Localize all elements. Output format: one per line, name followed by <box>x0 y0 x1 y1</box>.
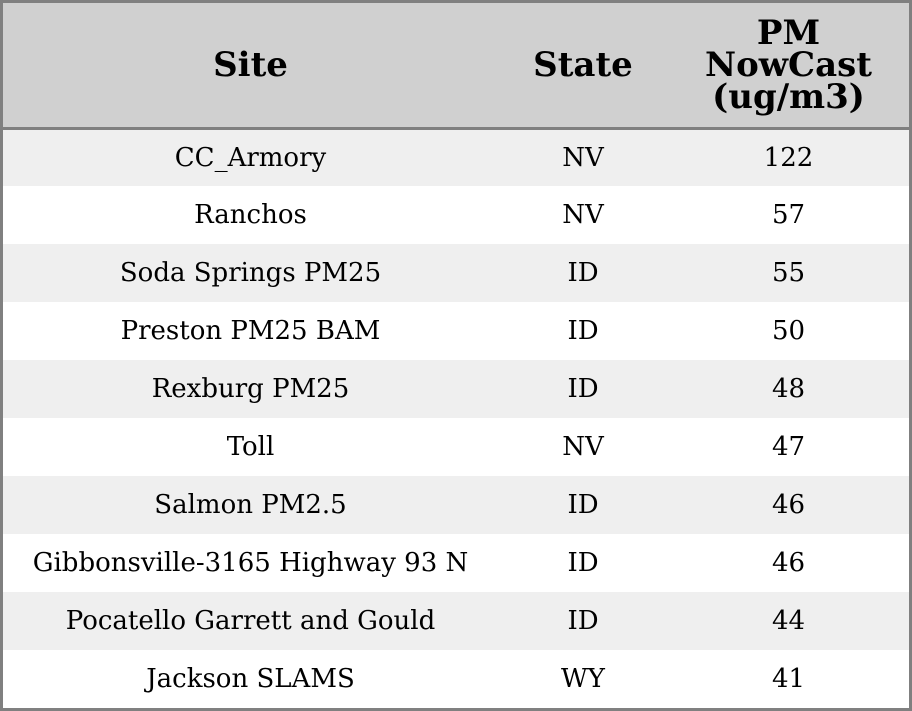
cell-site: Preston PM25 BAM <box>120 316 381 346</box>
table-row <box>3 418 909 476</box>
header-pm-line2: NowCast <box>705 44 872 85</box>
cell-site: Toll <box>226 432 275 462</box>
header-pm-line1: PM <box>756 12 821 53</box>
cell-pm: 50 <box>771 316 806 346</box>
table-row <box>3 244 909 302</box>
table-row <box>3 476 909 534</box>
table-row <box>3 186 909 244</box>
cell-pm: 44 <box>771 606 806 636</box>
cell-state: ID <box>567 548 599 578</box>
header-pm-line3: (ug/m3) <box>712 76 865 117</box>
header-site: Site <box>3 3 498 128</box>
table-row <box>3 128 909 186</box>
header-pm-nowcast <box>668 3 909 128</box>
pm-nowcast-table <box>3 3 909 708</box>
cell-state: NV <box>562 142 604 173</box>
cell-state: ID <box>567 490 599 520</box>
cell-pm: 57 <box>771 200 806 230</box>
cell-site: Pocatello Garrett and Gould <box>65 606 436 636</box>
cell-site: Jackson SLAMS <box>146 664 355 694</box>
cell-pm: 47 <box>771 432 806 462</box>
table-row <box>3 650 909 708</box>
table-row <box>3 302 909 360</box>
cell-pm: 41 <box>771 664 806 694</box>
cell-pm: 55 <box>771 258 806 288</box>
cell-site: CC_Armory <box>174 142 327 173</box>
cell-site: Gibbonsville-3165 Highway 93 N <box>32 548 469 578</box>
table-row <box>3 360 909 418</box>
table-header <box>3 3 909 128</box>
cell-pm: 46 <box>771 490 806 520</box>
header-state: State <box>498 3 668 128</box>
cell-state: NV <box>562 432 604 462</box>
table-body <box>3 128 909 708</box>
cell-pm: 122 <box>763 142 814 173</box>
table-row <box>3 534 909 592</box>
cell-site: Ranchos <box>194 200 307 230</box>
cell-site: Salmon PM2.5 <box>154 490 347 520</box>
cell-state: ID <box>567 606 599 636</box>
cell-site: Rexburg PM25 <box>151 374 350 404</box>
cell-state: ID <box>567 374 599 404</box>
cell-state: WY <box>561 664 605 694</box>
cell-state: NV <box>562 200 604 230</box>
table-row <box>3 592 909 650</box>
cell-pm: 48 <box>771 374 806 404</box>
header-row <box>3 3 909 128</box>
cell-pm: 46 <box>771 548 806 578</box>
cell-site: Soda Springs PM25 <box>119 258 382 288</box>
cell-state: ID <box>567 316 599 346</box>
cell-state: ID <box>567 258 599 288</box>
